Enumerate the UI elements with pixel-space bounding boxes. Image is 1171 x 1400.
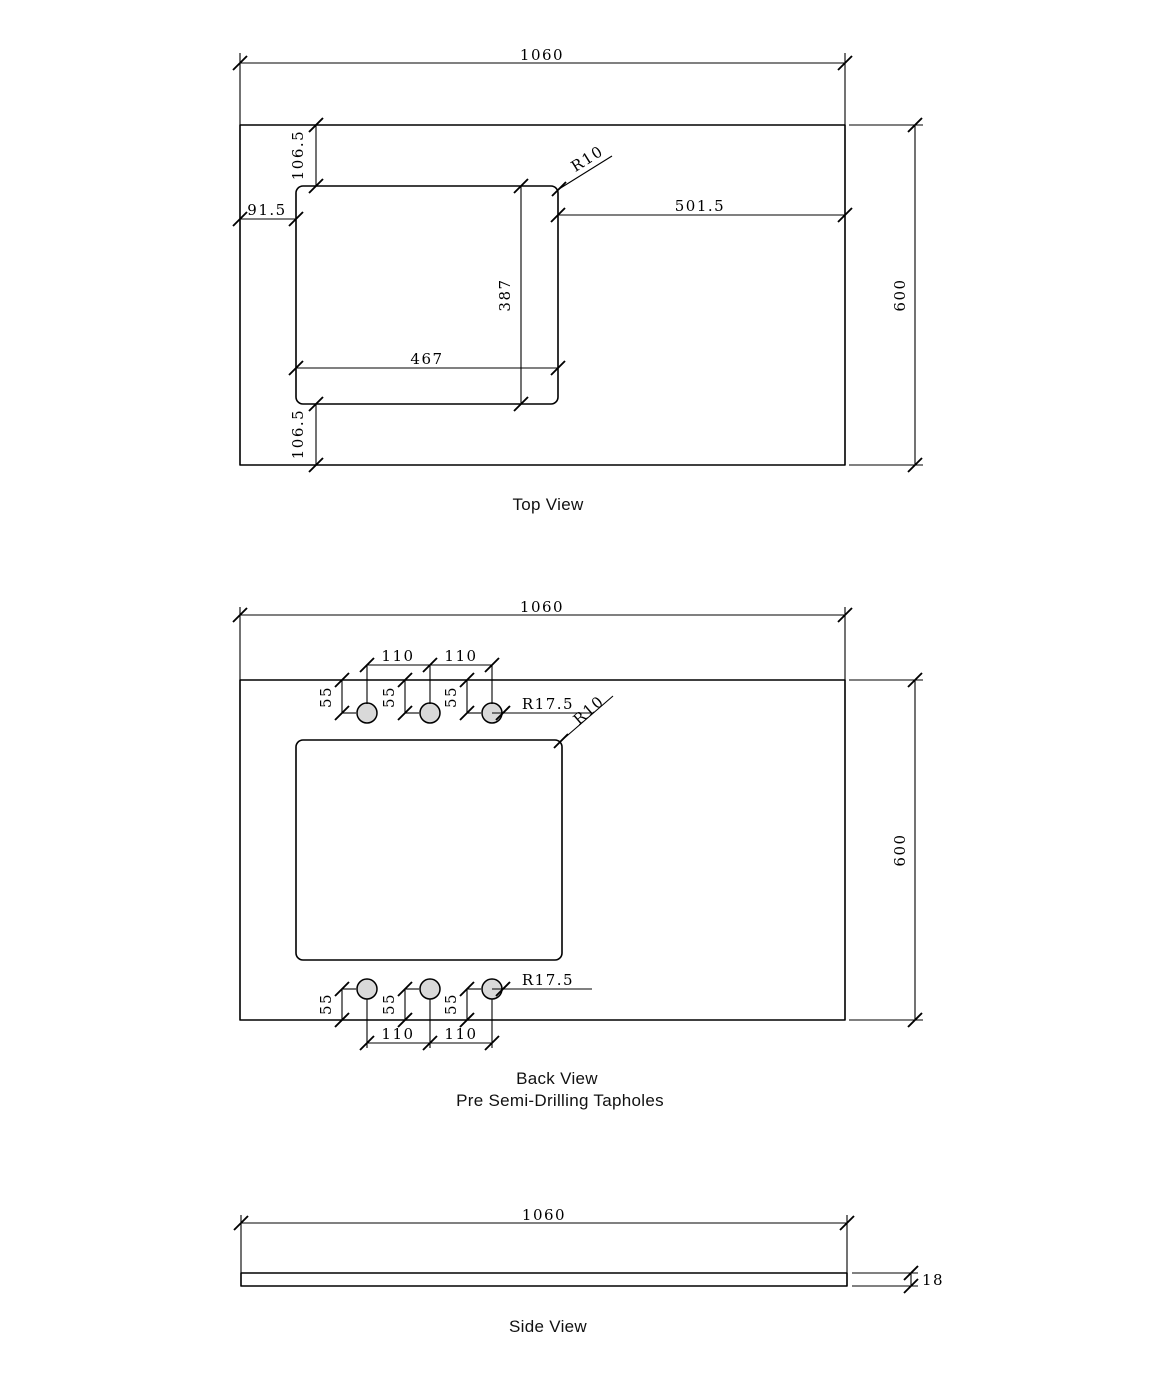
dim-text-right-offset: 501.5 bbox=[674, 197, 726, 215]
back-view-benchtop-outline bbox=[240, 680, 845, 1020]
top-view-dim-right-offset bbox=[551, 197, 852, 222]
top-view-dim-top-offset bbox=[289, 118, 323, 193]
top-view-dim-overall-width bbox=[233, 46, 852, 125]
top-view-dim-overall-height bbox=[849, 118, 923, 472]
dim-text-thickness: 18 bbox=[922, 1271, 945, 1289]
back-view-label: Back View bbox=[516, 1069, 598, 1088]
dim-text-hole-offset: 55 bbox=[442, 992, 460, 1016]
dim-text-bottom-offset: 106.5 bbox=[289, 408, 307, 460]
side-view-slab-outline bbox=[241, 1273, 847, 1286]
dim-text-cutout-width: 467 bbox=[410, 350, 444, 368]
top-view bbox=[233, 46, 923, 514]
back-view-dim-overall-height bbox=[849, 673, 923, 1027]
top-view-dim-cutout-height bbox=[496, 179, 528, 411]
dim-text-hole-spacing: 110 bbox=[444, 1025, 478, 1043]
dim-text-overall-width: 1060 bbox=[519, 46, 565, 64]
taphole-bottom-center bbox=[420, 979, 440, 999]
dim-text-corner-radius: R10 bbox=[569, 691, 608, 729]
top-view-dim-cutout-width bbox=[289, 350, 565, 375]
dim-text-top-offset: 106.5 bbox=[289, 129, 307, 181]
side-view-dim-overall-width bbox=[234, 1206, 854, 1273]
dim-text-overall-height: 600 bbox=[891, 278, 909, 312]
top-view-label: Top View bbox=[512, 495, 584, 514]
top-view-dim-bottom-offset bbox=[289, 397, 323, 472]
top-view-sink-cutout-outline bbox=[296, 186, 558, 404]
taphole-top-left bbox=[357, 703, 377, 723]
dim-text-taphole-radius: R17.5 bbox=[521, 971, 575, 989]
back-view-bottom-taphole-radius-callout bbox=[492, 971, 592, 996]
back-view-dim-overall-width bbox=[233, 598, 852, 680]
dim-text-overall-width: 1060 bbox=[521, 1206, 567, 1224]
dim-text-overall-width: 1060 bbox=[519, 598, 565, 616]
dim-text-hole-offset: 55 bbox=[380, 685, 398, 709]
top-view-benchtop-outline bbox=[240, 125, 845, 465]
dim-text-hole-offset: 55 bbox=[442, 685, 460, 709]
dim-text-taphole-radius: R17.5 bbox=[521, 695, 575, 713]
dim-text-left-offset: 91.5 bbox=[247, 201, 287, 219]
back-view-sublabel: Pre Semi-Drilling Tapholes bbox=[456, 1091, 664, 1110]
dim-tick bbox=[554, 734, 568, 748]
dim-text-hole-offset: 55 bbox=[317, 992, 335, 1016]
top-view-dim-left-offset bbox=[233, 201, 303, 226]
dim-text-hole-spacing: 110 bbox=[381, 1025, 415, 1043]
back-view bbox=[233, 598, 923, 1110]
dim-text-corner-radius: R10 bbox=[567, 141, 607, 176]
side-view-label: Side View bbox=[509, 1317, 587, 1336]
dim-text-hole-offset: 55 bbox=[380, 992, 398, 1016]
dim-text-hole-offset: 55 bbox=[317, 685, 335, 709]
dim-tick bbox=[552, 182, 566, 196]
taphole-top-center bbox=[420, 703, 440, 723]
back-view-sink-cutout-outline bbox=[296, 740, 562, 960]
dim-text-hole-spacing: 110 bbox=[381, 647, 415, 665]
side-view bbox=[234, 1206, 944, 1336]
top-view-corner-radius-callout bbox=[552, 142, 612, 196]
dim-text-cutout-height: 387 bbox=[496, 278, 514, 312]
dim-text-overall-height: 600 bbox=[891, 833, 909, 867]
side-view-dim-thickness bbox=[852, 1266, 944, 1293]
taphole-bottom-left bbox=[357, 979, 377, 999]
dim-text-hole-spacing: 110 bbox=[444, 647, 478, 665]
